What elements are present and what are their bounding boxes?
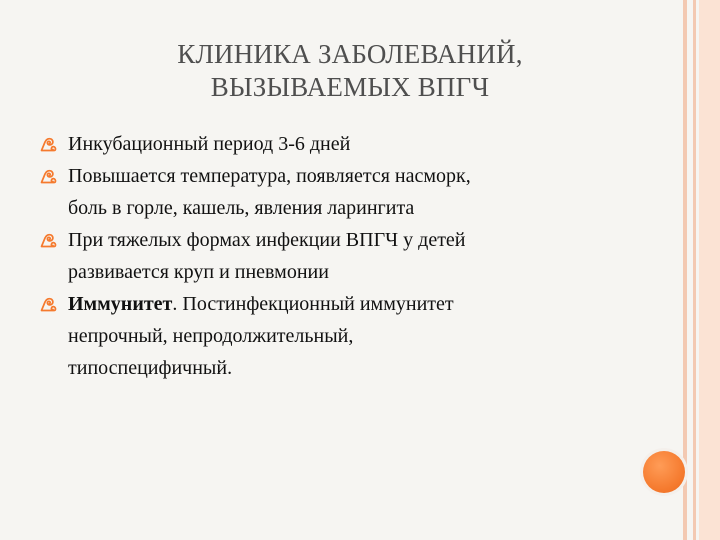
fleuron-icon (40, 297, 57, 312)
bullet-text: непрочный, непродолжительный, (68, 325, 354, 347)
bullet-text: . Постинфекционный иммунитет (172, 293, 454, 315)
bullet-item (40, 288, 640, 384)
title-line: КЛИНИКА ЗАБОЛЕВАНИЙ, (177, 39, 523, 69)
bullet-text: При тяжелых формах инфекции ВПГЧ у детей (68, 229, 466, 251)
fleuron-icon (40, 169, 57, 184)
decorative-circle (640, 448, 688, 496)
frame-line (693, 0, 696, 540)
title-line: ВЫЗЫВАЕМЫХ ВПГЧ (210, 72, 490, 102)
slide-title (80, 38, 620, 104)
bullet-text: развивается круп и пневмонии (68, 261, 329, 283)
bullet-text: Повышается температура, появляется насморк, (68, 165, 471, 187)
bullet-item (40, 160, 640, 224)
bullet-text: Инкубационный период 3-6 дней (68, 133, 351, 155)
fleuron-icon (40, 233, 57, 248)
bullet-item (40, 224, 640, 288)
bullet-item (40, 128, 640, 160)
bullet-bold-term: Иммунитет (68, 293, 173, 315)
bullet-list (40, 128, 640, 384)
right-decorative-band (699, 0, 720, 540)
bullet-text: типоспецифичный. (68, 357, 233, 379)
bullet-text: боль в горле, кашель, явления ларингита (68, 197, 415, 219)
fleuron-icon (40, 137, 57, 152)
